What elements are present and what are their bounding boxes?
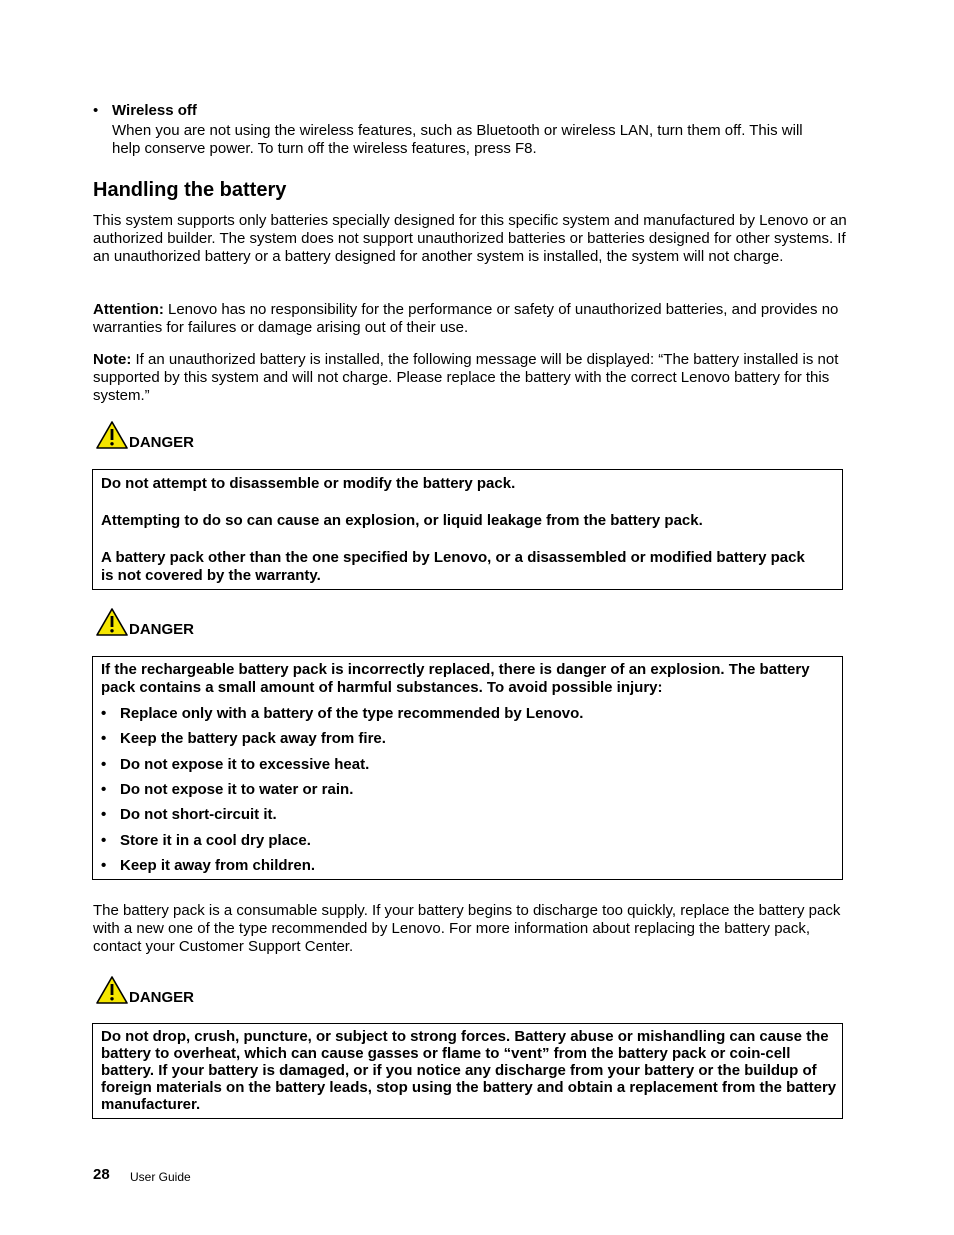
danger-box-2: If the rechargeable battery pack is incorrectly replaced, there is danger of an explosion. The battery pack contains a small amount of harmful substances. To avoid possible injury: • Replace only with a battery of the type recommended by Lenovo. • Keep the battery pack away from fire. • Do not expose it to excessive heat. • Do not expose it to water or rain. • Do not short-circuit it. • Store it in a cool dry place. • Keep it away from children. — [92, 656, 843, 880]
danger1-line-3: A battery pack other than the one specified by Lenovo, or a disassembled or modified battery pack is not covered by the warranty. — [101, 549, 805, 584]
consumable-paragraph: The battery pack is a consumable supply. If your battery begins to discharge too quickly, replace the battery pack with a new one of the type recommended by Lenovo. For more information about replacing the battery pack, contact your Customer Support Center. — [93, 902, 841, 955]
danger1-line-2: Attempting to do so can cause an explosion, or liquid leakage from the battery pack. — [101, 512, 703, 529]
section-heading: Handling the battery — [93, 179, 287, 201]
note-label: Note: — [93, 351, 132, 368]
danger3-text: Do not drop, crush, puncture, or subject to strong forces. Battery abuse or mishandling can cause the battery to overheat, which can cause gasses or flame to “vent” from the battery pack or coin-cell battery. If your battery is damaged, or if you notice any discharge from your battery or the buildup of foreign materials on the battery leads, stop using the battery and obtain a replacement from the battery manufacturer. — [101, 1028, 837, 1113]
warning-triangle-icon — [95, 607, 129, 637]
warning-triangle-icon — [95, 975, 129, 1005]
footer-title: User Guide — [130, 1170, 191, 1184]
page-number: 28 — [93, 1166, 110, 1183]
warning-triangle-icon — [95, 420, 129, 450]
attention-label: Attention: — [93, 301, 164, 318]
wireless-off-title: Wireless off — [112, 102, 197, 119]
note-text: If an unauthorized battery is installed, the following message will be displayed: “The battery installed is not supported by this system and will not charge. Please replace the battery with the correct Lenovo battery for this system.” — [93, 351, 839, 404]
danger-label-1 — [93, 420, 293, 454]
wireless-off-body: When you are not using the wireless features, such as Bluetooth or wireless LAN, turn them off. This will help conserve power. To turn off the wireless features, press F8. — [112, 122, 803, 157]
note-paragraph — [93, 351, 853, 405]
danger-text: DANGER — [129, 989, 195, 1006]
danger-text: DANGER — [129, 621, 195, 638]
attention-paragraph — [93, 301, 853, 337]
attention-text: Lenovo has no responsibility for the performance or safety of unauthorized batteries, and provides no warranties for failures or damage arising out of their use. — [93, 301, 839, 336]
danger1-line-1: Do not attempt to disassemble or modify the battery pack. — [101, 475, 516, 492]
danger-label-3 — [93, 975, 293, 1009]
bullet: • — [93, 102, 99, 119]
danger-box-1 — [92, 469, 843, 590]
danger-text: DANGER — [129, 434, 195, 451]
intro-paragraph: This system supports only batteries specially designed for this specific system and manufactured by Lenovo or an authorized builder. The system does not support unauthorized batteries or batteries designed for other systems. If an unauthorized battery or a battery designed for another system is installed, the system will not charge. — [93, 212, 847, 265]
danger-box-3 — [92, 1023, 843, 1119]
danger-label-2 — [93, 607, 293, 641]
danger2-intro: If the rechargeable battery pack is incorrectly replaced, there is danger of an explosion. The battery pack contains a small amount of harmful substances. To avoid possible injury: — [101, 661, 810, 696]
